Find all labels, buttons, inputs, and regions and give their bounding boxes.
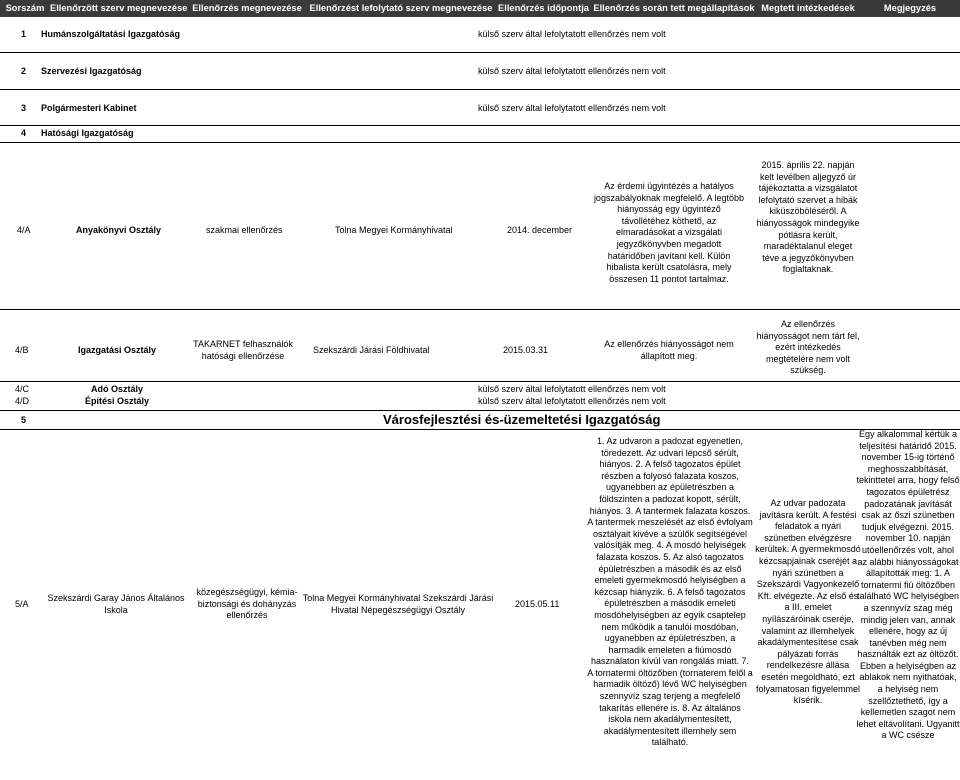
row-divider [0, 142, 960, 143]
row-5a-number: 5/A [15, 599, 29, 609]
row-1-note: külső szerv által lefolytatott ellenőrzés nem volt [478, 29, 666, 39]
row-4c-org: Adó Osztály [91, 384, 144, 394]
row-4a-findings: Az érdemi ügyintézés a hatályos jogszabályoknak megfelelő. A legtöbb hiányosság egy ügyintéző távollétéhez köthető, az elmaradásokat a vizsgálati jegyzőkönyvben megadott határidőben javítani kell. Külön hibalista került csatolásra, mely összesen 11 pontot tartalmaz. [593, 181, 745, 284]
header-ellenorzes: Ellenőrzés megnevezése [192, 3, 302, 13]
row-4a-date: 2014. december [507, 225, 573, 235]
header-megjegyzes: Megjegyzés [883, 3, 937, 13]
header-sorszam: Sorszám [5, 3, 45, 13]
row-4b-date: 2015.03.31 [503, 345, 549, 355]
row-5a-remark: Egy alkalommal kértük a teljesítési határidő 2015. november 15-ig történő meghosszabbítását, tekinttetel arra, hogy felső tagozatos épületrész padozatának javítását csak az őszi szünetben tudjuk elvégezni. 2015. november 10. napján utóellenőrzés volt, ahol az alábbi hiányosságokat állapították meg: 1. A tornatermi fiú öltözőben található WC helyiségben a szennyvíz szag még mindig jelen van, annak ellenére, hogy az új tanévben még nem használták ezt az öltözőt. Ebben a helyiségben az ablakok nem nyithatóak, a helyiség nem szellőztethető, így a kellemetlen szagot nem lehet eltávolítani. Ugyanitt a WC csésze [856, 429, 960, 741]
row-4a-org: Anyakönyvi Osztály [76, 225, 162, 235]
row-4b-type: TAKARNET felhasználók hatósági ellenőrzése [193, 339, 293, 361]
row-5a-date: 2015.05.11 [515, 599, 560, 609]
row-3-org: Polgármesteri Kabinet [41, 103, 137, 113]
row-5a-measures: Az udvar padozata javításra került. A festési feladatok a nyári szünetben elvégzésre kerültek. A gyermekmosdó kézcsapjainak cseréjét a nyári szünetben a Szekszárdi Vagyonkezelő Kft. elvégezte. Az első és a III. emelet nyílászáróinak cseréje, valamint az illemhelyek akadálymentesítése csak pályázati forrás rendelkezésre állása esetén megoldható, ezt folyamatosan figyelemmel kísérik. [755, 498, 861, 706]
row-5a-type: közegészségügyi, kémia-biztonsági és dohányzás ellenőrzés [196, 587, 298, 621]
row-1-number: 1 [21, 29, 27, 39]
section-title: Városfejlesztési és-üzemeltetési Igazgatóság [383, 412, 661, 427]
row-4d-note: külső szerv által lefolytatott ellenőrzés nem volt [478, 396, 666, 406]
header-intezkedesek: Megtett intézkedések [761, 3, 855, 13]
row-5a-org: Szekszárdi Garay János Általános Iskola [47, 593, 185, 615]
row-divider [0, 309, 960, 310]
row-2-number: 2 [21, 66, 27, 76]
header-megallapitasok: Ellenőrzés során tett megállapítások [593, 3, 755, 13]
table-header [0, 0, 960, 17]
row-divider [0, 89, 960, 90]
row-divider [0, 410, 960, 411]
row-5a-by: Tolna Megyei Kormányhivatal Szekszárdi Járási Hivatal Népegészségügyi Osztály [302, 593, 494, 615]
row-divider [0, 429, 960, 430]
header-lefolytato: Ellenőrzést lefolytató szerv megnevezése [309, 3, 493, 13]
row-4a-measures: 2015. április 22. napján kelt levélben aljegyző úr tájékoztatta a vizsgálatot lefolytató szervet a hibák kiküszöböléséről. A hiányosságok mindegyike pótlásra került, maradéktalanul eleget téve a jegyzőkönyvben foglaltaknak. [756, 160, 860, 275]
row-3-note: külső szerv által lefolytatott ellenőrzés nem volt [478, 103, 666, 113]
row-2-org: Szervezési Igazgatóság [41, 66, 142, 76]
row-divider [0, 125, 960, 126]
row-divider [0, 52, 960, 53]
row-4d-number: 4/D [15, 396, 30, 406]
row-divider [0, 381, 960, 382]
row-4-number: 4 [21, 128, 27, 138]
row-4b-findings: Az ellenőrzés hiányosságot nem állapított meg. [604, 339, 734, 361]
row-4b-by: Szekszárdi Járási Földhivatal [313, 345, 430, 355]
row-1-org: Humánszolgáltatási Igazgatóság [41, 29, 181, 39]
header-ellenorzott: Ellenőrzött szerv megnevezése [50, 3, 187, 13]
row-4b-measures: Az ellenőrzés hiányosságot nem tárt fel, ezért intézkedés megtételére nem volt szükség. [756, 319, 860, 376]
header-idopont: Ellenőrzés időpontja [498, 3, 589, 13]
row-4a-type: szakmai ellenőrzés [206, 225, 283, 235]
row-4d-org: Építési Osztály [85, 396, 150, 406]
row-3-number: 3 [21, 103, 27, 113]
row-5a-findings: 1. Az udvaron a padozat egyenetlen, töredezett. Az udvari lépcső sérült, hiányos. 2. A felső tagozatos épület részben a folyosó falazata koszos, ugyanebben az épületrészben a földszinten a padozat kopott, sérült, hiányos. 3. A tantermek falazata koszos. A tantermek meszelését az első évfolyam osztályait kivéve a szülők segítségével valósítják meg. 4. A mosdó helyiségek falazata koszos. 5. Az alsó tagozatos épületrészben a második és az első emeleti gyermekmosdó helyiségben a kézcsap hiányzik. 6. A felső tagozatos épületrészben a második emeleti mosdóhelyiségben az egyik csaptelep nem működik a tanulói mosdóban, ugyanebben az épületrészben, a harmadik emeleten a fiúmosdó használaton kívül van rongálás miatt. 7. A tornatermi öltözőben (tornaterem felől a harmadik öltöző) lévő WC helyiségben szennyvíz szag terjeng a megfelelő takarítás ellenére is. 8. Az általános iskola nem akadálymentesített, akadálymentesített illemhely sem található. [587, 436, 753, 748]
row-5-number: 5 [21, 415, 27, 425]
row-4c-number: 4/C [15, 384, 30, 394]
row-4b-number: 4/B [15, 345, 29, 355]
row-4a-number: 4/A [17, 225, 31, 235]
row-2-note: külső szerv által lefolytatott ellenőrzés nem volt [478, 66, 666, 76]
row-4-org: Hatósági Igazgatóság [41, 128, 134, 138]
row-4c-note: külső szerv által lefolytatott ellenőrzés nem volt [478, 384, 666, 394]
row-4a-by: Tolna Megyei Kormányhivatal [335, 225, 453, 235]
row-4b-org: Igazgatási Osztály [78, 345, 157, 355]
